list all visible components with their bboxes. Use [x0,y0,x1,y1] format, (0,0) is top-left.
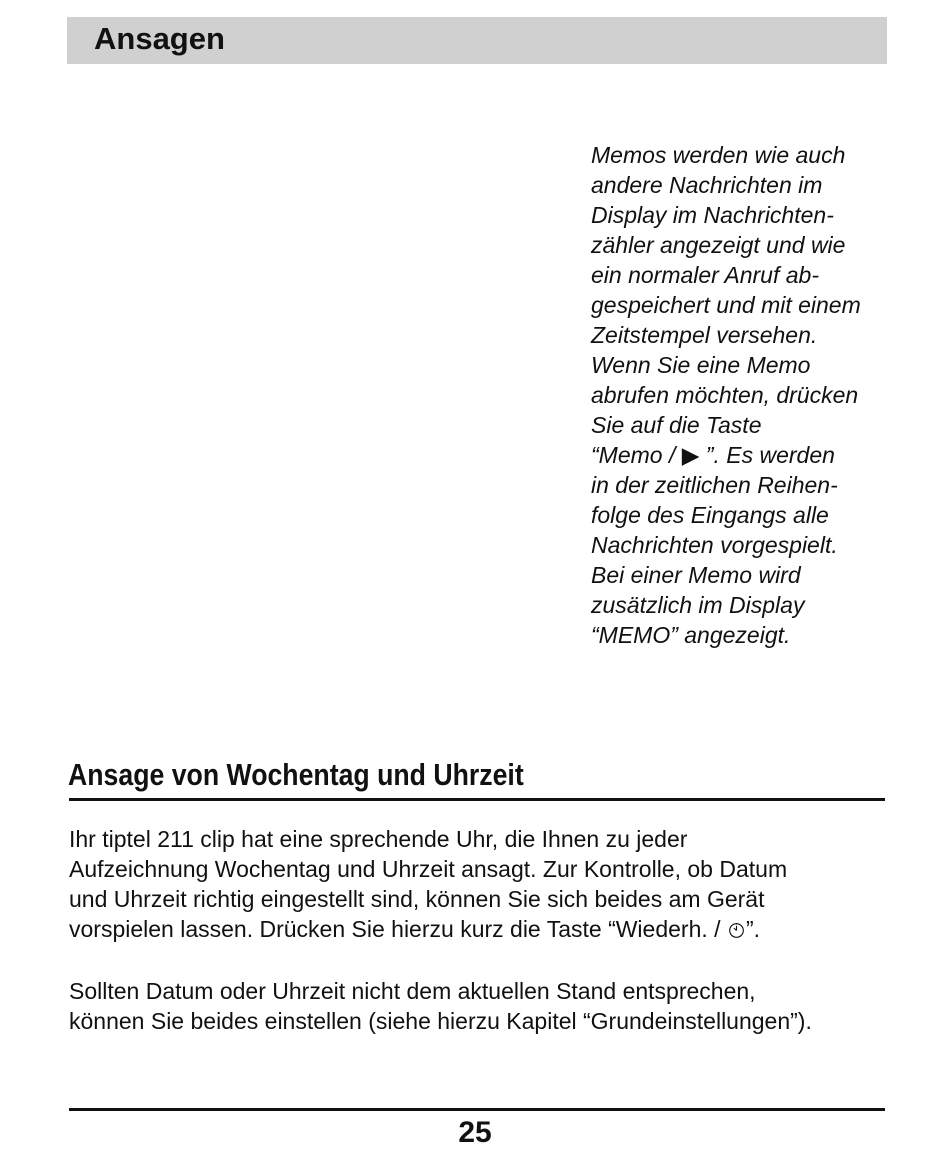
paragraph-line: können Sie beides einstellen (siehe hierzu Kapitel “Grundeinstellungen”). [69,1008,812,1034]
memo-note-line: andere Nachrichten im [591,172,823,198]
section-header-bar [67,17,887,64]
paragraph-line: Ihr tiptel 211 clip hat eine sprechende Uhr, die Ihnen zu jeder [69,826,688,852]
paragraph-line [69,914,899,944]
footer-divider [69,1108,885,1111]
paragraph-text: ”. [745,916,760,942]
clock-icon [728,922,745,939]
page-title: Ansagen [94,21,225,56]
memo-note-line: in der zeitlichen Reihen- [591,472,838,498]
memo-note-line: folge des Eingangs alle [591,502,829,528]
memo-note-line: Sie auf die Taste [591,412,762,438]
page-number: 25 [458,1116,492,1149]
settings-paragraph [69,976,899,1036]
memo-note-line: gespeichert und mit einem [591,292,861,318]
paragraph-text: vorspielen lassen. Drücken Sie hierzu kurz die Taste “Wiederh. / [69,916,727,942]
memo-note-line: “Memo / ▶ ”. Es werden [591,442,835,468]
memo-note-line: Wenn Sie eine Memo [591,352,811,378]
paragraph-line: Sollten Datum oder Uhrzeit nicht dem aktuellen Stand entsprechen, [69,978,756,1004]
heading-divider [69,798,885,801]
memo-side-note [591,140,891,650]
memo-note-line: ein normaler Anruf ab- [591,262,819,288]
memo-note-line: Zeitstempel versehen. [591,322,818,348]
paragraph-line: und Uhrzeit richtig eingestellt sind, können Sie sich beides am Gerät [69,886,765,912]
memo-note-line: Display im Nachrichten- [591,202,834,228]
memo-note-line: abrufen möchten, drücken [591,382,859,408]
section-heading: Ansage von Wochentag und Uhrzeit [68,757,524,792]
memo-note-line: Nachrichten vorgespielt. [591,532,838,558]
memo-note-line: Memos werden wie auch [591,142,846,168]
memo-note-line: “MEMO” angezeigt. [591,622,791,648]
clock-paragraph [69,824,899,944]
memo-note-line: zusätzlich im Display [591,592,805,618]
memo-note-line: Bei einer Memo wird [591,562,801,588]
memo-note-line: zähler angezeigt und wie [591,232,846,258]
paragraph-line: Aufzeichnung Wochentag und Uhrzeit ansagt. Zur Kontrolle, ob Datum [69,856,788,882]
